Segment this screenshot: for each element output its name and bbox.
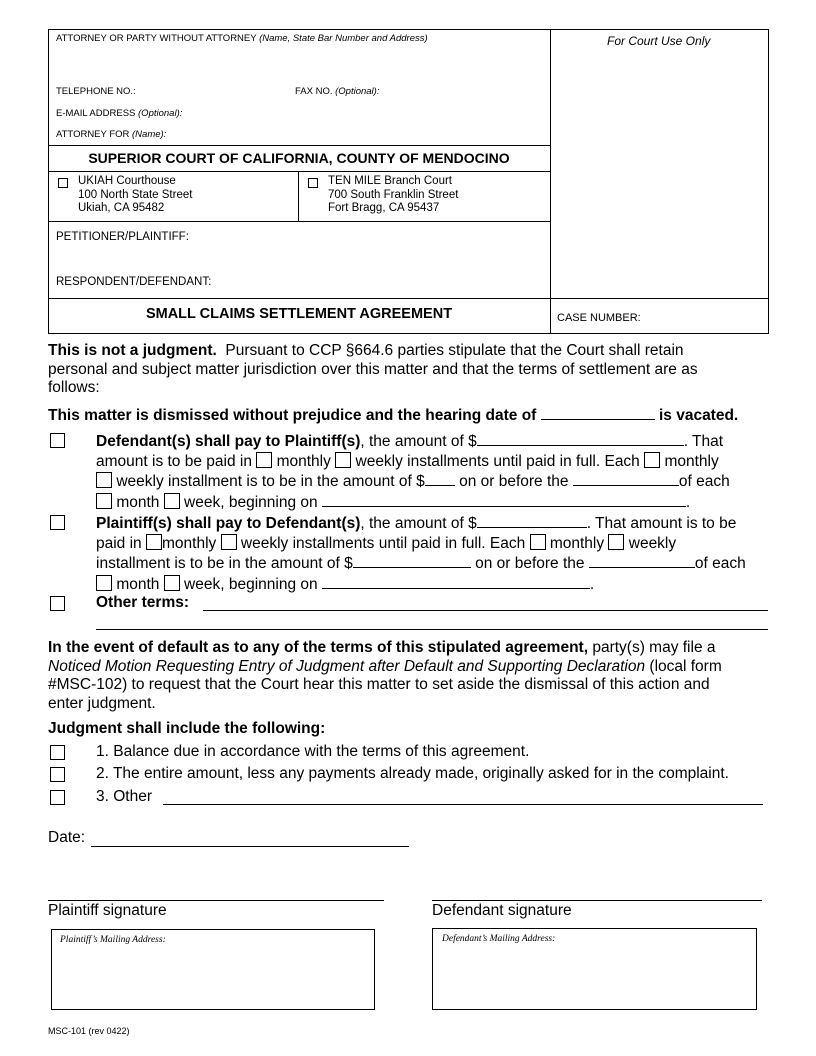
court-use-label: For Court Use Only <box>607 34 711 48</box>
email-label[interactable]: E-MAIL ADDRESS (Optional): <box>56 108 183 119</box>
judgment-item-3: 3. Other <box>96 788 152 805</box>
plaintiff-month-checkbox[interactable] <box>96 575 112 591</box>
plaintiff-amount-field[interactable] <box>477 513 587 528</box>
defendant-monthly-checkbox[interactable] <box>256 452 272 468</box>
tenmile-checkbox[interactable] <box>308 178 318 188</box>
plaintiff-weekly-installments-checkbox[interactable] <box>221 534 237 550</box>
defendant-month-checkbox[interactable] <box>96 493 112 509</box>
plaintiff-week-checkbox[interactable] <box>164 575 180 591</box>
courthouse-divider <box>298 171 299 221</box>
date-label: Date: <box>48 829 86 846</box>
defendant-pays-section: Defendant(s) shall pay to Plaintiff(s), the amount of $ . That amount is to be paid in monthly weekly installments until paid in full. Each monthly weekly installment is to be in the amount of $ on or before the of each month week, beginning on . <box>96 433 730 511</box>
defendant-start-date-field[interactable] <box>322 492 686 507</box>
plaintiff-mailing-label: Plaintiff’s Mailing Address: <box>60 935 166 945</box>
judgment-heading: Judgment shall include the following: <box>48 720 326 737</box>
date-line[interactable] <box>91 846 409 847</box>
attorney-label: ATTORNEY OR PARTY WITHOUT ATTORNEY (Name, State Bar Number and Address) <box>56 33 428 44</box>
attorney-for-label[interactable]: ATTORNEY FOR (Name): <box>56 129 167 140</box>
other-terms-label: Other terms: <box>96 594 190 611</box>
plaintiff-each-weekly-checkbox[interactable] <box>608 534 624 550</box>
courthouse-bottom-rule <box>48 221 550 222</box>
title-top-rule <box>48 298 769 299</box>
case-number-label[interactable]: CASE NUMBER: <box>557 312 641 324</box>
defendant-amount-field[interactable] <box>477 431 684 446</box>
hearing-date-field[interactable] <box>541 405 655 420</box>
plaintiff-each-monthly-checkbox[interactable] <box>530 534 546 550</box>
defendant-signature-label: Defendant signature <box>432 902 572 919</box>
judgment-entire-amount-checkbox[interactable] <box>50 767 65 782</box>
dismissal-statement: This matter is dismissed without prejudice and the hearing date of is vacated. <box>48 407 739 424</box>
other-terms-checkbox[interactable] <box>50 596 65 611</box>
judgment-other-checkbox[interactable] <box>50 790 65 805</box>
judgment-balance-checkbox[interactable] <box>50 745 65 760</box>
respondent-label[interactable]: RESPONDENT/DEFENDANT: <box>56 276 212 288</box>
form-id: MSC-101 (rev 0422) <box>48 1026 130 1036</box>
plaintiff-monthly-checkbox[interactable] <box>146 534 162 550</box>
defendant-mailing-label: Defendant’s Mailing Address: <box>442 934 556 944</box>
intro-paragraph: This is not a judgment. Pursuant to CCP §664.6 parties stipulate that the Court shall retain personal and subject matter jurisdiction over this matter and that the terms of settlement are as follows: <box>48 342 698 396</box>
plaintiff-due-day-field[interactable] <box>589 553 695 568</box>
defendant-pays-checkbox[interactable] <box>50 433 65 448</box>
plaintiff-signature-label: Plaintiff signature <box>48 902 167 919</box>
defendant-each-monthly-checkbox[interactable] <box>644 452 660 468</box>
other-terms-line-1[interactable] <box>203 610 768 611</box>
plaintiff-signature-line[interactable] <box>48 900 384 901</box>
judgment-item-1: 1. Balance due in accordance with the terms of this agreement. <box>96 743 530 760</box>
ukiah-address: UKIAH Courthouse 100 North State Street Ukiah, CA 95482 <box>78 175 193 214</box>
other-terms-line-2[interactable] <box>96 629 768 630</box>
court-name-top-rule <box>48 145 550 146</box>
defendant-installment-field[interactable] <box>425 471 455 486</box>
plaintiff-start-date-field[interactable] <box>322 574 590 589</box>
ukiah-checkbox[interactable] <box>58 178 68 188</box>
default-paragraph: In the event of default as to any of the terms of this stipulated agreement, party(s) may file a Noticed Motion Requesting Entry of Judgment after Default and Supporting Declaration (local form #MSC-102) to request that the Court hear this matter to set aside the dismissal of this action and enter judgment. <box>48 639 722 712</box>
caption-divider <box>550 29 551 334</box>
defendant-weekly-installments-checkbox[interactable] <box>335 452 351 468</box>
tenmile-address: TEN MILE Branch Court 700 South Franklin Street Fort Bragg, CA 95437 <box>328 175 459 214</box>
defendant-signature-line[interactable] <box>432 900 762 901</box>
plaintiff-installment-field[interactable] <box>353 553 471 568</box>
petitioner-label[interactable]: PETITIONER/PLAINTIFF: <box>56 231 189 243</box>
form-title: SMALL CLAIMS SETTLEMENT AGREEMENT <box>145 306 453 322</box>
telephone-label[interactable]: TELEPHONE NO.: <box>56 86 136 97</box>
court-name: SUPERIOR COURT OF CALIFORNIA, COUNTY OF MENDOCINO <box>88 150 510 166</box>
judgment-other-line[interactable] <box>163 804 763 805</box>
fax-label[interactable]: FAX NO. (Optional): <box>295 86 380 97</box>
defendant-week-checkbox[interactable] <box>164 493 180 509</box>
plaintiff-pays-section: Plaintiff(s) shall pay to Defendant(s), the amount of $ . That amount is to be paid in monthly weekly installments until paid in full. Each monthly weekly installment is to be in the amount of $ on or before the of each month week, beginning on . <box>96 515 746 593</box>
plaintiff-pays-checkbox[interactable] <box>50 515 65 530</box>
defendant-due-day-field[interactable] <box>573 471 679 486</box>
defendant-each-weekly-checkbox[interactable] <box>96 472 112 488</box>
court-name-bottom-rule <box>48 171 550 172</box>
judgment-item-2: 2. The entire amount, less any payments already made, originally asked for in the complaint. <box>96 765 729 782</box>
